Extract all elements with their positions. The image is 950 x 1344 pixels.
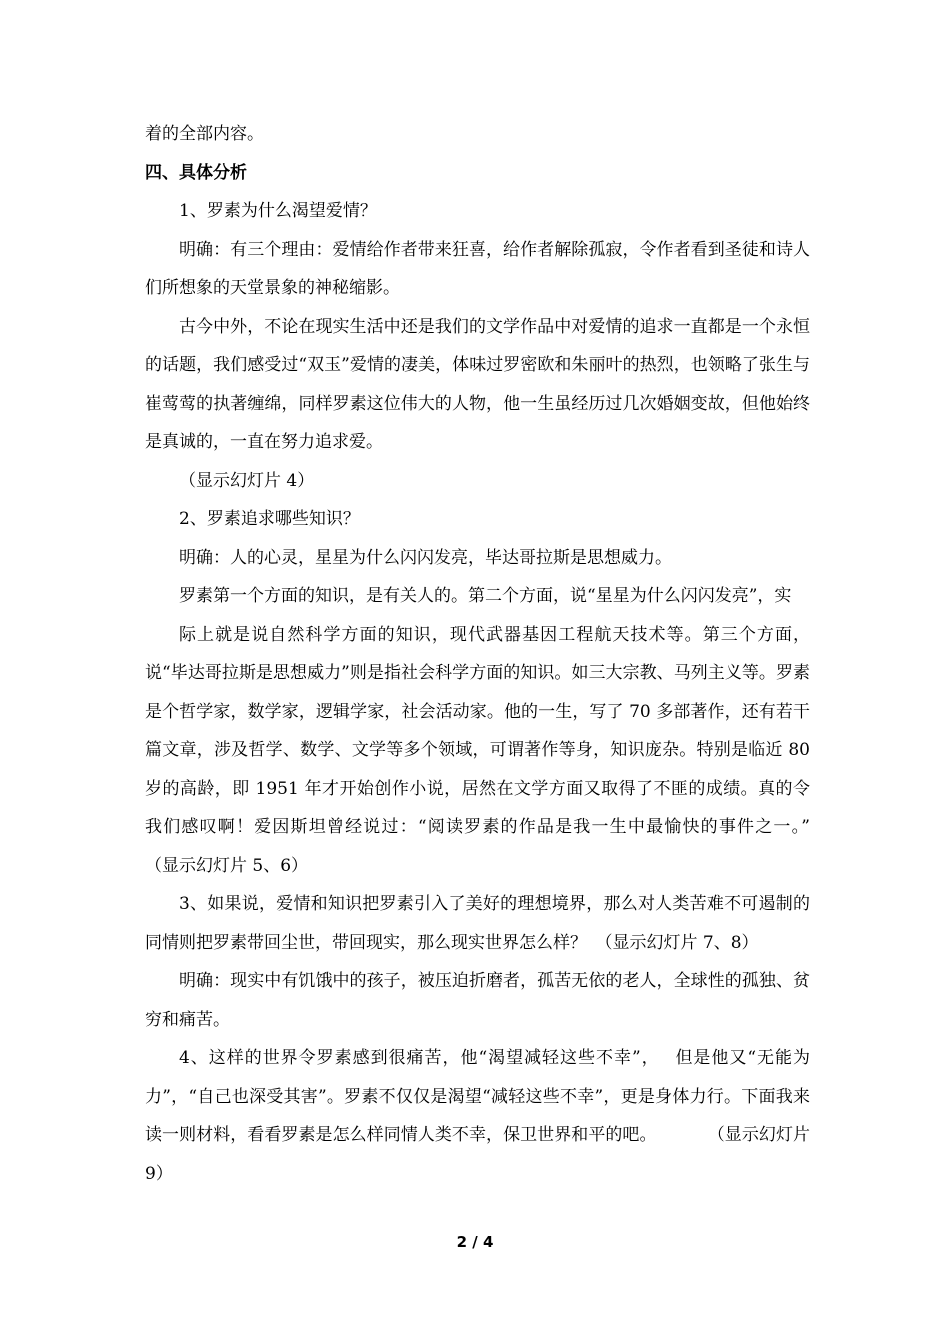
page-indicator: 2 / 4: [456, 1233, 494, 1251]
slide-note: （显示幻灯片 4）: [179, 470, 315, 491]
paragraph: 4、这样的世界令罗素感到很痛苦，他“渴望减轻这些不幸”， 但是他又“无能为力”，“自己也深受其害”。罗素不仅仅是渴望“减轻这些不幸”，更是身体力行。下面我来读一则材料，看看罗素是怎么样同情人类不幸，保卫世界和平的吧。 （显示幻灯片 9）: [145, 1048, 810, 1184]
document-body: [145, 115, 844, 1193]
question: 2、罗素追求哪些知识？: [179, 509, 360, 529]
paragraph: 罗素第一个方面的知识，是有关人的。第二个方面，说“星星为什么闪闪发亮”，实: [179, 586, 792, 606]
paragraph: 着的全部内容。: [145, 124, 264, 144]
paragraph: 明确：人的心灵，星星为什么闪闪发亮，毕达哥拉斯是思想威力。: [179, 547, 672, 568]
paragraph: 际上就是说自然科学方面的知识，现代武器基因工程航天技术等。第三个方面，说“毕达哥拉斯是思想威力”则是指社会科学方面的知识。如三大宗教、马列主义等。罗素是个哲学家，数学家，逻辑学家，社会活动家。他的一生，写了 70 多部著作，还有若干篇文章，涉及哲学、数学、文学等多个领域，可谓著作等身，知识庞杂。特别是临近 80 岁的高龄，即 1951 年才开始创作小说，居然在文学方面又取得了不匪的成绩。真的令我们感叹啊！爱因斯坦曾经说过：“阅读罗素的作品是我一生中最愉快的事件之一。” （显示幻灯片 5、6）: [145, 624, 844, 876]
section-heading: 四、具体分析: [145, 162, 247, 183]
question: 1、罗素为什么渴望爱情？: [179, 201, 377, 221]
paragraph: 古今中外，不论在现实生活中还是我们的文学作品中对爱情的追求一直都是一个永恒的话题，我们感受过“双玉”爱情的凄美，体味过罗密欧和朱丽叶的热烈，也领略了张生与崔莺莺的执著缠绵，同样罗素这位伟大的人物，他一生虽经历过几次婚姻变故，但他始终是真诚的，一直在努力追求爱。: [145, 316, 810, 452]
paragraph: 明确：现实中有饥饿中的孩子，被压迫折磨者，孤苦无依的老人，全球性的孤独、贫穷和痛苦。: [145, 971, 810, 1030]
paragraph: 明确：有三个理由：爱情给作者带来狂喜，给作者解除孤寂，令作者看到圣徒和诗人们所想象的天堂景象的神秘缩影。: [145, 239, 810, 298]
question: 3、如果说，爱情和知识把罗素引入了美好的理想境界，那么对人类苦难不可遏制的同情则把罗素带回尘世，带回现实，那么现实世界怎么样？ （显示幻灯片 7、8）: [145, 894, 810, 953]
